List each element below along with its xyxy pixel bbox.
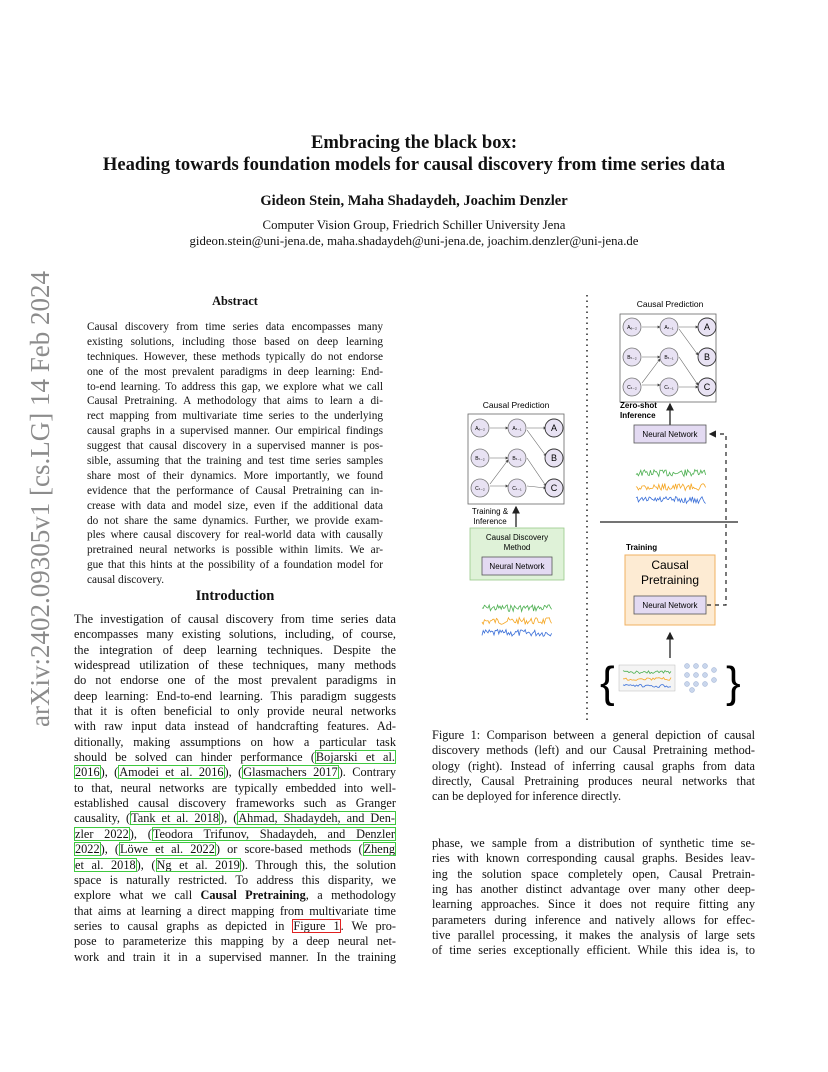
citation-link[interactable]: Zheng <box>363 842 395 857</box>
text-line: ing has another distinct advantage over many other deep- <box>432 882 755 897</box>
text-segment: . We pro- <box>340 918 396 933</box>
node-label: Cₜ₋₂ <box>475 486 485 492</box>
left-neural-network-label: Neural Network <box>489 562 545 571</box>
text-line: do not share the same dynamics. Further, we provide exam- <box>87 514 383 527</box>
node-label: Bₜ₋₂ <box>475 456 485 462</box>
node-label: A <box>550 423 558 433</box>
time-series-line <box>636 484 706 491</box>
text-segment: causality, ( <box>74 811 131 826</box>
text-line: parameters during inference and natively allows for effec- <box>432 912 755 927</box>
figure-1-diagram <box>430 290 750 725</box>
citation-link[interactable]: Bojarski et al. <box>315 750 395 765</box>
introduction-heading: Introduction <box>195 588 275 604</box>
text-line: of time series exceptionally efficient. While this idea is, to <box>432 943 755 958</box>
right-column-body <box>432 836 755 959</box>
left-causal-prediction-title: Causal Prediction <box>482 400 550 410</box>
text-segment: explore what we call <box>74 888 201 903</box>
arxiv-identifier-stamp: arXiv:2402.09305v1 [cs.LG] 14 Feb 2024 <box>25 271 55 727</box>
time-series-line <box>482 618 552 625</box>
cd-method-label-1: Causal Discovery <box>485 533 549 542</box>
text-line: crease with data and model size, even if the additional data <box>87 499 383 512</box>
author-emails[interactable]: gideon.stein@uni-jena.de, maha.shadaydeh@uni-jena.de, joachim.denzler@uni-jena.de <box>189 234 639 248</box>
node-label: Aₑ₋₂ <box>475 426 485 432</box>
caption-line: ology (right). Instead of inferring causal graphs from data <box>432 758 755 773</box>
text-line: evidence that the performance of Causal Pretraining can in- <box>87 484 383 497</box>
citation-link[interactable]: Ng et al. 2019 <box>156 857 240 872</box>
time-series-line <box>636 497 706 504</box>
text-line: ries with known corresponding causal graphs. Besides leav- <box>432 851 755 866</box>
citation-link[interactable]: Glasmachers 2017 <box>243 765 338 780</box>
abstract-heading: Abstract <box>212 294 258 308</box>
right-causal-prediction-title: Causal Prediction <box>636 299 704 309</box>
node-label: C <box>703 382 711 392</box>
citation-link[interactable]: 2016 <box>75 765 100 780</box>
right-time-series <box>636 470 706 504</box>
right-neural-network-label-top: Neural Network <box>642 430 698 439</box>
text-segment: ). Contrary <box>338 765 396 780</box>
text-line <box>74 750 396 765</box>
affiliation: Computer Vision Group, Friedrich Schiller University Jena <box>262 218 566 232</box>
text-line: causal graphs in a supervised manner. Our empirical findings <box>87 425 383 438</box>
text-line: rect mapping from multivariate time series to the underlying <box>87 410 383 423</box>
bold-term: Causal Pretraining <box>200 888 306 903</box>
text-line <box>74 811 396 826</box>
training-inference-label-1: Training & <box>471 507 509 516</box>
paper-title-line-1: Embracing the black box: <box>310 132 518 153</box>
left-time-series <box>482 605 552 637</box>
text-line: space is naturally restricted. To address this disparity, we <box>74 872 396 887</box>
text-line: sible, assuming that the training and test time series samples <box>87 455 383 468</box>
abstract-body <box>87 320 383 588</box>
citation-link[interactable]: et al. 2018 <box>75 857 136 872</box>
caption-line: discovery methods (left) and our Causal Pretraining method- <box>432 743 755 758</box>
citation-link[interactable]: 2022 <box>75 842 100 857</box>
text-line: to that, neural networks are typically embedded into well- <box>74 780 396 795</box>
caption-line: directly, Causal Pretraining produces neural networks that <box>432 774 755 789</box>
authors: Gideon Stein, Maha Shadaydeh, Joachim Denzler <box>260 193 568 209</box>
node-label: Aₑ₋₂ <box>627 325 637 331</box>
text-line <box>74 888 396 903</box>
text-line: techniques. However, these methods typically do not endorse <box>87 350 383 363</box>
text-line: causal discovery. <box>87 574 165 587</box>
text-line: learning approaches. Since it does not require fitting any <box>432 897 755 912</box>
text-line: widespread utilization of these techniques, many methods <box>74 658 396 673</box>
node-label: Aₜ₋₁ <box>664 325 674 331</box>
citation-link[interactable]: zler 2022 <box>75 826 129 841</box>
text-line: work and train it in a supervised manner. In the training <box>74 949 396 964</box>
introduction-body <box>74 612 396 965</box>
node-label: A <box>703 322 711 332</box>
text-line: the integration of deep learning techniques. Despite the <box>74 642 396 657</box>
time-series-line <box>482 605 552 612</box>
text-line: existing solutions, including those based on deep learning <box>87 335 383 348</box>
text-segment: ), ( <box>224 765 243 780</box>
node-label: Cₜ₋₁ <box>512 486 522 492</box>
text-line: to-end learning. To address this gap, we explore what we call <box>87 380 383 393</box>
text-line: ples where causal discovery for real-world data with causally <box>87 529 383 542</box>
figure-reference-link[interactable]: Figure 1 <box>293 918 340 933</box>
text-line <box>74 827 396 842</box>
text-line: tive parallel processing, it makes the analysis of large sets <box>432 928 755 943</box>
time-series-line <box>636 470 706 477</box>
caption-line: Figure 1: Comparison between a general depiction of causal <box>432 728 755 742</box>
text-segment: ) or score-based methods ( <box>215 842 363 857</box>
text-line: that it is often beneficial to only provide neural networks <box>74 704 396 719</box>
citation-link[interactable]: Ahmad, Shadaydeh, and Den- <box>238 811 396 826</box>
right-brace: } <box>726 658 741 707</box>
text-line: pose to parameterize this mapping by a deep neural net- <box>74 934 396 949</box>
zero-shot-label-1: Zero-shot <box>620 401 657 410</box>
node-label: B <box>703 352 711 362</box>
text-line <box>74 919 396 934</box>
training-inference-label-2: Inference <box>473 517 507 526</box>
text-line: The investigation of causal discovery from time series data <box>74 612 396 626</box>
caption-line: can be deployed for inference directly. <box>432 789 622 804</box>
left-brace: { <box>600 658 615 707</box>
node-label: Bₜ₋₂ <box>627 355 637 361</box>
figure-1-caption <box>432 728 755 805</box>
text-line: that aims at learning a direct mapping from multivariate time <box>74 903 396 918</box>
text-line: ing the solution space completely open, Causal Pretrain- <box>432 866 755 881</box>
text-line: Causal Pretraining. A methodology that aims to learn a di- <box>87 395 383 408</box>
zero-shot-label-2: Inference <box>620 411 656 420</box>
text-line: share most of their dynamics. More importantly, we found <box>87 469 383 482</box>
synthetic-dataset-set <box>600 658 741 707</box>
text-line: one of the most prevalent paradigms in deep learning: End- <box>87 365 383 378</box>
node-label: Aₜ₋₁ <box>512 426 522 432</box>
text-line: encompasses many existing solutions, including, of course, <box>74 627 396 642</box>
text-line: phase, we sample from a distribution of synthetic time se- <box>432 836 755 850</box>
text-line: deep learning: End-to-end learning. This paradigm suggests <box>74 688 396 703</box>
text-line: gue that this hints at the possibility of a foundation model for <box>87 559 383 572</box>
text-line: pretrained neural networks is possible within limits. We ar- <box>87 544 383 557</box>
text-line: with raw input data instead of handcrafting features. Ad- <box>74 719 396 734</box>
citation-link[interactable]: Amodei et al. 2016 <box>119 765 224 780</box>
text-segment: ), ( <box>129 826 152 841</box>
causal-pretraining-label-1: Causal <box>651 558 689 572</box>
text-segment: ), ( <box>100 765 119 780</box>
cd-method-label-2: Method <box>503 543 531 552</box>
text-line <box>74 858 396 873</box>
text-line: do not endorse one of the most prevalent paradigms in <box>74 673 396 688</box>
text-line: established causal discovery frameworks such as Granger <box>74 796 396 811</box>
text-line: Causal discovery from time series data encompasses many <box>87 321 383 333</box>
right-neural-network-label-bottom: Neural Network <box>642 601 698 610</box>
text-segment: ). Through this, the solution <box>240 857 396 872</box>
node-label: Cₜ₋₂ <box>627 385 637 391</box>
node-label: Bₜ₋₁ <box>512 456 522 462</box>
text-segment: ), ( <box>100 842 120 857</box>
text-segment: series to causal graphs as depicted in <box>74 918 293 933</box>
text-segment: ), ( <box>220 811 238 826</box>
causal-pretraining-label-2: Pretraining <box>640 573 700 587</box>
text-segment: ), ( <box>136 857 156 872</box>
node-label: B <box>550 453 558 463</box>
citation-link[interactable]: Tank et al. 2018 <box>131 811 219 826</box>
citation-link[interactable]: Teodora Trifunov, Shadaydeh, and Denzler <box>152 826 395 841</box>
time-series-line <box>482 630 552 637</box>
node-label: Cₜ₋₁ <box>664 385 674 391</box>
text-line: ditionally, making assumptions on how a particular task <box>74 734 396 749</box>
text-line: suggest that causal discovery in a supervised manner is pos- <box>87 440 383 453</box>
citation-link[interactable]: Löwe et al. 2022 <box>120 842 215 857</box>
text-segment: , a methodology <box>305 888 396 903</box>
synthetic-graphs-thumbnail <box>685 664 717 693</box>
node-label: C <box>550 483 558 493</box>
paper-title-line-2: Heading towards foundation models for causal discovery from time series data <box>102 154 726 175</box>
text-line <box>74 842 396 857</box>
training-label: Training <box>626 543 658 552</box>
text-line <box>74 765 396 780</box>
text-segment: should be solved can hinder performance ( <box>74 750 315 765</box>
node-label: Bₜ₋₁ <box>664 355 674 361</box>
